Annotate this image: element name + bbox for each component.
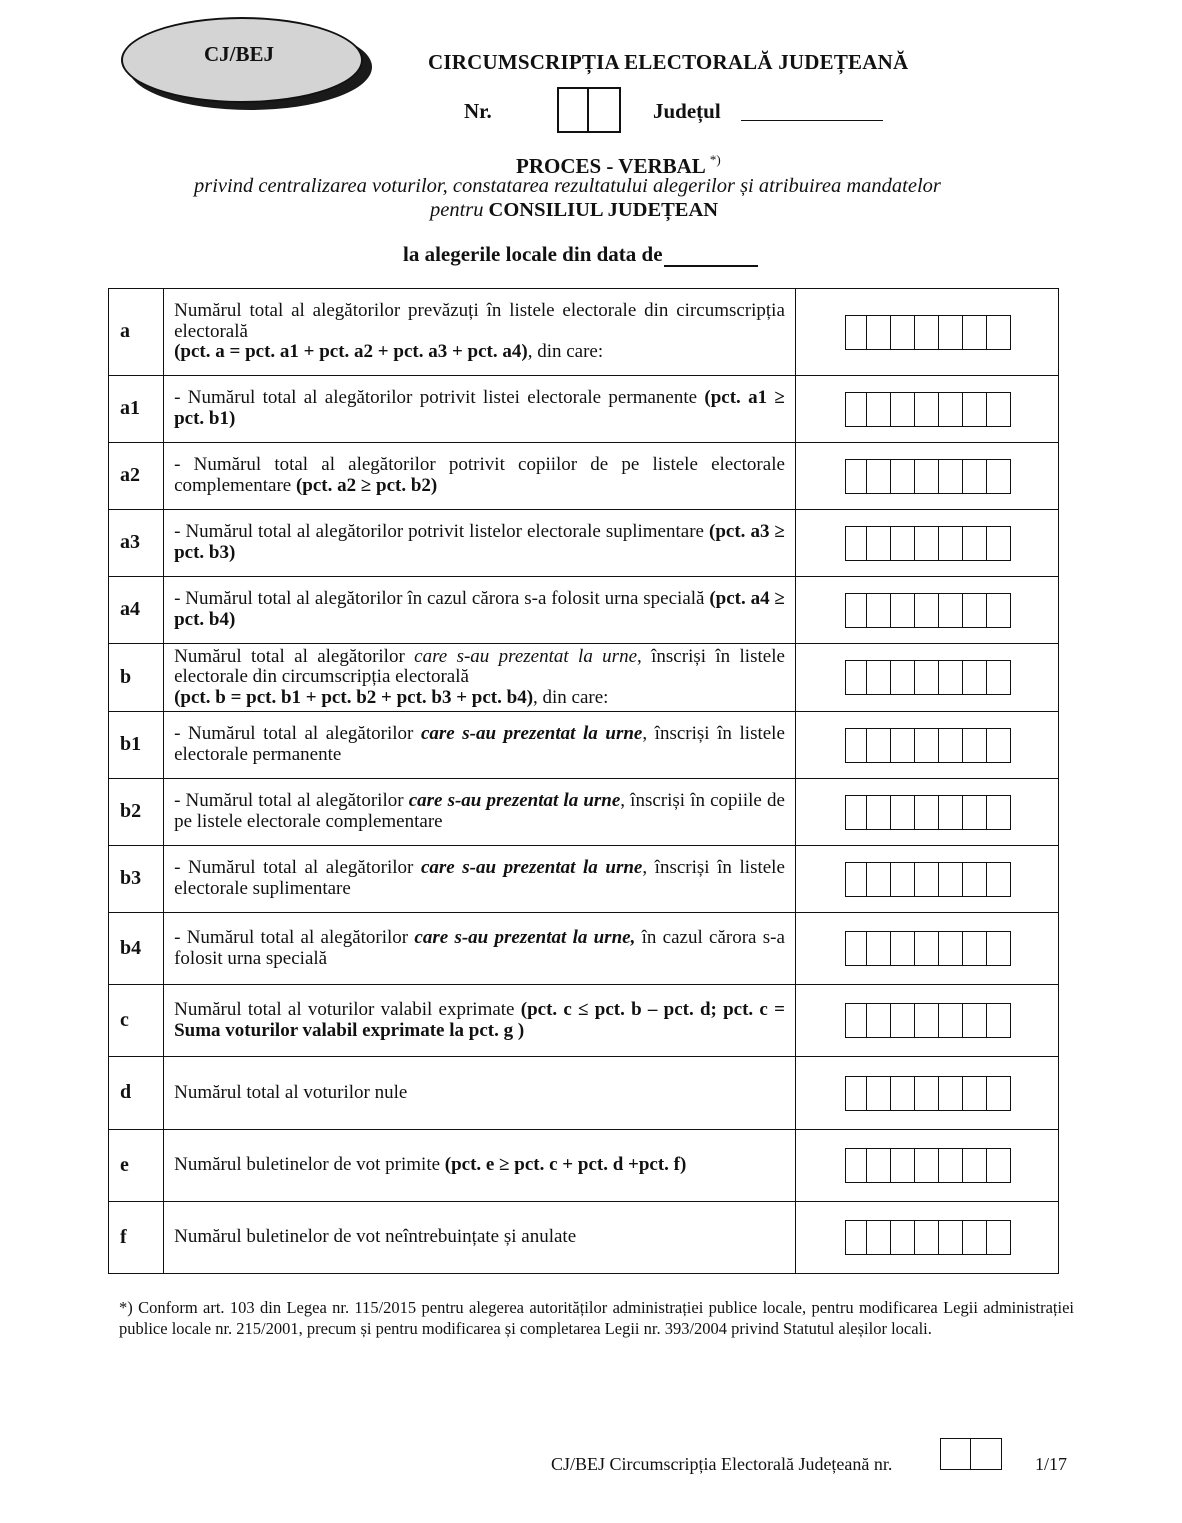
row-description xyxy=(164,779,796,846)
row-value-cell xyxy=(795,644,1058,712)
digit-box[interactable] xyxy=(915,931,939,966)
row-code: e xyxy=(109,1130,164,1202)
row-description-text: Numărul total al alegătorilor xyxy=(174,645,415,667)
row-description xyxy=(164,443,796,510)
digit-box[interactable] xyxy=(963,459,987,494)
row-description-text: care s-au prezentat la urne, xyxy=(414,926,636,948)
digit-box[interactable] xyxy=(867,526,891,561)
digit-box[interactable] xyxy=(845,862,867,897)
digit-input-boxes[interactable] xyxy=(845,1076,1058,1111)
row-code: b4 xyxy=(109,913,164,985)
footer-nr-boxes[interactable] xyxy=(940,1438,1002,1470)
subtitle-council: CONSILIUL JUDEȚEAN xyxy=(488,199,719,221)
digit-box[interactable] xyxy=(891,392,915,427)
digit-box[interactable] xyxy=(845,660,867,695)
table-row xyxy=(109,712,1059,779)
digit-box[interactable] xyxy=(915,459,939,494)
table-row xyxy=(109,376,1059,443)
row-description xyxy=(164,846,796,913)
digit-box[interactable] xyxy=(939,526,963,561)
table-row xyxy=(109,985,1059,1057)
digit-box[interactable] xyxy=(987,1076,1011,1111)
nr-digit-box[interactable] xyxy=(557,87,589,133)
digit-box[interactable] xyxy=(891,728,915,763)
table-row xyxy=(109,1057,1059,1130)
digit-input-boxes[interactable] xyxy=(845,1003,1058,1038)
digit-box[interactable] xyxy=(939,660,963,695)
digit-box[interactable] xyxy=(939,459,963,494)
table-row xyxy=(109,443,1059,510)
digit-box[interactable] xyxy=(845,795,867,830)
row-value-cell xyxy=(795,1130,1058,1202)
digit-box[interactable] xyxy=(963,1076,987,1111)
row-description xyxy=(164,913,796,985)
digit-box[interactable] xyxy=(891,862,915,897)
document-subtitle-line2 xyxy=(430,199,718,222)
row-description-text: Numărul total al voturilor nule xyxy=(174,1081,408,1103)
digit-box[interactable] xyxy=(963,593,987,628)
row-description xyxy=(164,1057,796,1130)
row-description xyxy=(164,1202,796,1274)
digit-box[interactable] xyxy=(845,526,867,561)
row-value-cell xyxy=(795,443,1058,510)
row-description-text: , înscriși în listele electorale din circumscripția electorală xyxy=(174,645,785,688)
digit-box[interactable] xyxy=(987,1148,1011,1183)
row-description-text: , din care: xyxy=(533,686,609,708)
digit-box[interactable] xyxy=(987,392,1011,427)
row-code: b3 xyxy=(109,846,164,913)
digit-box[interactable] xyxy=(867,1148,891,1183)
footer-digit-box[interactable] xyxy=(971,1438,1002,1470)
table-row xyxy=(109,289,1059,376)
digit-box[interactable] xyxy=(987,1220,1011,1255)
row-description-text: , din care: xyxy=(527,341,604,363)
row-description-text: , înscriși în listele electorale suplimentare xyxy=(174,857,785,899)
badge-oval xyxy=(121,17,363,103)
digit-box[interactable] xyxy=(891,526,915,561)
row-description-text: - Numărul total al alegătorilor potrivit copiilor de pe listele electorale complementare xyxy=(174,454,785,496)
digit-box[interactable] xyxy=(891,1220,915,1255)
row-description-text: (pct. a2 ≥ pct. b2) xyxy=(295,475,438,496)
digit-box[interactable] xyxy=(915,1003,939,1038)
digit-box[interactable] xyxy=(845,593,867,628)
digit-input-boxes[interactable] xyxy=(845,593,1058,628)
row-description xyxy=(164,289,796,376)
row-description-text: în cazul cărora s-a folosit urna specială xyxy=(174,926,785,969)
digit-box[interactable] xyxy=(891,315,915,350)
digit-box[interactable] xyxy=(963,795,987,830)
table-row xyxy=(109,779,1059,846)
row-code: b2 xyxy=(109,779,164,846)
row-value-cell xyxy=(795,289,1058,376)
table-row xyxy=(109,510,1059,577)
row-code: a3 xyxy=(109,510,164,577)
row-description-text: (pct. c ≤ pct. b – pct. d; pct. c = Suma voturilor valabil exprimate la pct. g ) xyxy=(174,998,785,1041)
digit-box[interactable] xyxy=(891,795,915,830)
nr-input-boxes[interactable] xyxy=(557,87,621,133)
row-value-cell xyxy=(795,712,1058,779)
digit-box[interactable] xyxy=(963,660,987,695)
digit-box[interactable] xyxy=(891,1003,915,1038)
footnote: *) Conform art. 103 din Legea nr. 115/2015 pentru alegerea autorităților administrației publice locale, pentru modificarea Legii administrației publice locale nr. 215/2001, precum și pentru modificarea și completarea Legii nr. 393/2004 privind Statutul aleșilor locali. xyxy=(119,1298,1074,1339)
row-description-text: - Numărul total al alegătorilor xyxy=(174,723,421,745)
digit-box[interactable] xyxy=(845,1220,867,1255)
digit-input-boxes[interactable] xyxy=(845,795,1058,830)
row-value-cell xyxy=(795,913,1058,985)
digit-box[interactable] xyxy=(963,392,987,427)
row-description-text: care s-au prezentat la urne xyxy=(408,790,621,812)
digit-box[interactable] xyxy=(845,392,867,427)
digit-box[interactable] xyxy=(987,315,1011,350)
row-description-text: care s-au prezentat la urne xyxy=(414,645,638,667)
row-description xyxy=(164,712,796,779)
row-description-text: - Numărul total al alegătorilor potrivit listei electorale permanente xyxy=(174,387,705,409)
row-description xyxy=(164,644,796,712)
digit-box[interactable] xyxy=(939,593,963,628)
footer-digit-box[interactable] xyxy=(940,1438,971,1470)
row-code: b xyxy=(109,644,164,712)
digit-input-boxes[interactable] xyxy=(845,459,1058,494)
table-row xyxy=(109,1202,1059,1274)
document-subtitle-line1: privind centralizarea voturilor, constatarea rezultatului alegerilor și atribuirea mandatelor xyxy=(194,175,941,197)
digit-input-boxes[interactable] xyxy=(845,931,1058,966)
row-value-cell xyxy=(795,376,1058,443)
digit-box[interactable] xyxy=(891,660,915,695)
digit-box[interactable] xyxy=(867,1220,891,1255)
row-description-text: care s-au prezentat la urne xyxy=(420,723,643,745)
digit-box[interactable] xyxy=(963,728,987,763)
digit-box[interactable] xyxy=(939,1220,963,1255)
digit-box[interactable] xyxy=(915,728,939,763)
digit-input-boxes[interactable] xyxy=(845,392,1058,427)
digit-box[interactable] xyxy=(915,1220,939,1255)
nr-digit-box[interactable] xyxy=(589,87,621,133)
digit-box[interactable] xyxy=(939,392,963,427)
subtitle-prefix: pentru xyxy=(430,199,484,221)
digit-box[interactable] xyxy=(963,1148,987,1183)
digit-input-boxes[interactable] xyxy=(845,862,1058,897)
row-description-text: Numărul buletinelor de vot neîntrebuințate și anulate xyxy=(174,1226,577,1248)
document-title-text: PROCES - VERBAL xyxy=(516,154,706,178)
digit-box[interactable] xyxy=(867,728,891,763)
digit-box[interactable] xyxy=(891,459,915,494)
row-code: a4 xyxy=(109,577,164,644)
digit-box[interactable] xyxy=(845,1076,867,1111)
row-description-text: (pct. a1 ≥ pct. b1) xyxy=(174,387,785,429)
digit-input-boxes[interactable] xyxy=(845,728,1058,763)
digit-box[interactable] xyxy=(939,1148,963,1183)
row-description-text: Numărul total al alegătorilor prevăzuți în listele electorale din circumscripția electorală xyxy=(174,300,785,342)
digit-box[interactable] xyxy=(845,315,867,350)
digit-box[interactable] xyxy=(939,728,963,763)
row-code: d xyxy=(109,1057,164,1130)
row-description-text: - Numărul total al alegătorilor în cazul cărora s-a folosit urna specială xyxy=(174,588,710,610)
row-description-text: care s-au prezentat la urne xyxy=(420,857,643,879)
footnote-marker: *) xyxy=(709,152,721,167)
row-value-cell xyxy=(795,846,1058,913)
digit-box[interactable] xyxy=(963,1220,987,1255)
digit-box[interactable] xyxy=(867,1003,891,1038)
digit-box[interactable] xyxy=(891,593,915,628)
row-code: f xyxy=(109,1202,164,1274)
digit-box[interactable] xyxy=(963,931,987,966)
row-description-text: (pct. a3 ≥ pct. b3) xyxy=(174,521,785,563)
row-code: c xyxy=(109,985,164,1057)
footer-text: CJ/BEJ Circumscripția Electorală Județeană nr. xyxy=(551,1454,893,1474)
digit-box[interactable] xyxy=(891,1148,915,1183)
digit-box[interactable] xyxy=(939,795,963,830)
digit-box[interactable] xyxy=(939,931,963,966)
digit-box[interactable] xyxy=(915,392,939,427)
digit-box[interactable] xyxy=(939,315,963,350)
digit-box[interactable] xyxy=(845,459,867,494)
digit-box[interactable] xyxy=(987,728,1011,763)
table-row xyxy=(109,644,1059,712)
digit-box[interactable] xyxy=(915,1148,939,1183)
digit-input-boxes[interactable] xyxy=(845,315,1058,350)
results-table xyxy=(108,288,1059,1274)
row-description-text: , înscriși în listele electorale permanente xyxy=(174,723,785,765)
digit-input-boxes[interactable] xyxy=(845,660,1058,695)
digit-box[interactable] xyxy=(915,1076,939,1111)
digit-box[interactable] xyxy=(867,1076,891,1111)
row-description-text: (pct. b = pct. b1 + pct. b2 + pct. b3 + pct. b4) xyxy=(174,686,534,708)
table-row xyxy=(109,1130,1059,1202)
badge-label: CJ/BEJ xyxy=(203,41,274,66)
judet-field[interactable] xyxy=(741,120,883,121)
digit-box[interactable] xyxy=(867,931,891,966)
election-date-field[interactable] xyxy=(664,244,758,267)
row-value-cell xyxy=(795,985,1058,1057)
table-row xyxy=(109,577,1059,644)
digit-box[interactable] xyxy=(915,862,939,897)
row-description-text: - Numărul total al alegătorilor xyxy=(174,926,415,948)
row-description-text: Numărul buletinelor de vot primite xyxy=(174,1154,445,1176)
digit-box[interactable] xyxy=(915,526,939,561)
digit-box[interactable] xyxy=(891,931,915,966)
row-description xyxy=(164,510,796,577)
digit-box[interactable] xyxy=(987,795,1011,830)
row-description xyxy=(164,376,796,443)
row-description xyxy=(164,577,796,644)
row-code: a1 xyxy=(109,376,164,443)
digit-box[interactable] xyxy=(939,1003,963,1038)
digit-box[interactable] xyxy=(987,593,1011,628)
nr-label: Nr. xyxy=(464,99,492,123)
row-code: a xyxy=(109,289,164,376)
digit-box[interactable] xyxy=(987,931,1011,966)
election-date-label: la alegerile locale din data de xyxy=(403,242,663,266)
row-description-text: Numărul total al voturilor valabil exprimate xyxy=(174,998,521,1020)
digit-box[interactable] xyxy=(987,660,1011,695)
digit-box[interactable] xyxy=(867,795,891,830)
digit-box[interactable] xyxy=(915,660,939,695)
digit-box[interactable] xyxy=(867,862,891,897)
row-code: b1 xyxy=(109,712,164,779)
row-description-text: , înscriși în copiile de pe listele electorale complementare xyxy=(174,790,785,832)
row-value-cell xyxy=(795,1202,1058,1274)
row-value-cell xyxy=(795,510,1058,577)
table-row xyxy=(109,913,1059,985)
row-description xyxy=(164,1130,796,1202)
row-description-text: (pct. a = pct. a1 + pct. a2 + pct. a3 + pct. a4) xyxy=(174,341,528,363)
digit-box[interactable] xyxy=(867,593,891,628)
row-value-cell xyxy=(795,577,1058,644)
digit-box[interactable] xyxy=(891,1076,915,1111)
digit-box[interactable] xyxy=(845,1003,867,1038)
digit-box[interactable] xyxy=(845,931,867,966)
row-description xyxy=(164,985,796,1057)
row-description-text: (pct. e ≥ pct. c + pct. d +pct. f) xyxy=(444,1154,687,1176)
digit-input-boxes[interactable] xyxy=(845,1220,1058,1255)
judet-label: Județul xyxy=(653,99,721,123)
table-row xyxy=(109,846,1059,913)
digit-box[interactable] xyxy=(915,795,939,830)
row-value-cell xyxy=(795,1057,1058,1130)
row-description-text: - Numărul total al alegătorilor potrivit listelor electorale suplimentare xyxy=(174,521,709,543)
digit-box[interactable] xyxy=(867,660,891,695)
digit-box[interactable] xyxy=(987,459,1011,494)
digit-box[interactable] xyxy=(939,862,963,897)
digit-box[interactable] xyxy=(963,315,987,350)
page-title: CIRCUMSCRIPȚIA ELECTORALĂ JUDEȚEANĂ xyxy=(428,50,909,74)
digit-box[interactable] xyxy=(845,1148,867,1183)
digit-input-boxes[interactable] xyxy=(845,526,1058,561)
digit-box[interactable] xyxy=(867,392,891,427)
digit-box[interactable] xyxy=(867,459,891,494)
digit-box[interactable] xyxy=(987,862,1011,897)
digit-box[interactable] xyxy=(963,1003,987,1038)
row-description-text: - Numărul total al alegătorilor xyxy=(174,790,409,812)
digit-box[interactable] xyxy=(867,315,891,350)
digit-box[interactable] xyxy=(845,728,867,763)
row-description-text: - Numărul total al alegătorilor xyxy=(174,857,421,879)
election-date-line xyxy=(403,242,758,267)
digit-box[interactable] xyxy=(987,526,1011,561)
digit-box[interactable] xyxy=(915,593,939,628)
digit-box[interactable] xyxy=(915,315,939,350)
digit-box[interactable] xyxy=(963,526,987,561)
row-description-text: (pct. a4 ≥ pct. b4) xyxy=(174,588,785,630)
digit-box[interactable] xyxy=(939,1076,963,1111)
digit-box[interactable] xyxy=(963,862,987,897)
row-value-cell xyxy=(795,779,1058,846)
page-number: 1/17 xyxy=(1035,1454,1068,1474)
row-code: a2 xyxy=(109,443,164,510)
digit-box[interactable] xyxy=(987,1003,1011,1038)
digit-input-boxes[interactable] xyxy=(845,1148,1058,1183)
